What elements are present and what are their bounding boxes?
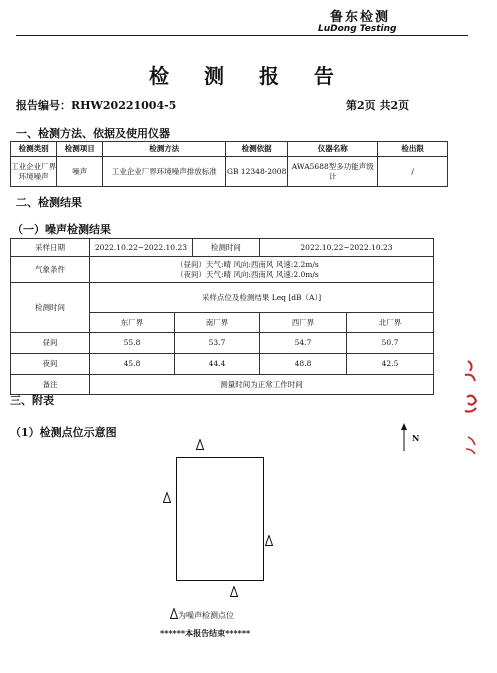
- remark-value: 测量时间为正常工作时间: [90, 375, 434, 395]
- method-table: [10, 141, 448, 187]
- point-header: 西厂界: [260, 313, 347, 333]
- test-time-value: 2022.10.22~2022.10.23: [260, 239, 434, 257]
- report-number: 报告编号：RHW20221004-5: [16, 99, 177, 112]
- monitoring-point-icon: [230, 586, 238, 597]
- table-cell: GB 12348-2008: [226, 157, 288, 187]
- monitoring-point-icon: [196, 439, 204, 450]
- factory-boundary: [176, 457, 264, 581]
- north-arrow: [400, 423, 422, 457]
- point-header: 东厂界: [90, 313, 175, 333]
- row-label: 夜间: [11, 354, 90, 375]
- report-end: ******本报告结束******: [160, 628, 251, 638]
- table-row: [11, 354, 434, 375]
- sample-date-value: 2022.10.22~2022.10.23: [90, 239, 193, 257]
- table-header: 仪器名称: [288, 142, 378, 157]
- table-header: 检测方法: [103, 142, 226, 157]
- table-row: [11, 333, 434, 354]
- table-cell: 50.7: [347, 333, 434, 354]
- site-map-heading: （1）检测点位示意图: [10, 426, 117, 439]
- table-header: 检测项目: [57, 142, 103, 157]
- north-label: N: [412, 433, 420, 443]
- monitoring-point-legend-icon: [170, 608, 178, 619]
- table-cell: 54.7: [260, 333, 347, 354]
- table-header: 检测依据: [226, 142, 288, 157]
- remark-label: 备注: [11, 375, 90, 395]
- red-seal-stamp: [462, 355, 480, 465]
- section-3-heading: 三、附表: [10, 394, 54, 407]
- table-header: 检出限: [378, 142, 448, 157]
- table-cell: 55.8: [90, 333, 175, 354]
- table-cell: /: [378, 157, 448, 187]
- brand-name-cn: 鲁东检测: [330, 10, 391, 25]
- table-cell: AWA5688型多功能声级计: [288, 157, 378, 187]
- weather-label: 气象条件: [11, 257, 90, 283]
- table-cell: 44.4: [175, 354, 260, 375]
- section-2-heading: 二、检测结果: [16, 196, 82, 209]
- monitoring-point-icon: [265, 535, 273, 546]
- table-cell: 45.8: [90, 354, 175, 375]
- period-label: 检测时间: [11, 283, 90, 333]
- sample-date-label: 采样日期: [11, 239, 90, 257]
- header-divider: [16, 35, 468, 36]
- table-cell: 噪声: [57, 157, 103, 187]
- result-header: 采样点位及检测结果 Leq [dB（A）]: [90, 283, 434, 313]
- table-cell: 工业企业厂界环境噪声: [11, 157, 57, 187]
- table-cell: 42.5: [347, 354, 434, 375]
- section-1-heading: 一、检测方法、依据及使用仪器: [16, 127, 170, 140]
- table-header: 检测类别: [11, 142, 57, 157]
- noise-results-heading: （一）噪声检测结果: [12, 223, 111, 236]
- weather-conditions: [90, 257, 434, 283]
- weather-night: （夜间）天气:晴 风向:西南风 风速:2.0m/s: [176, 269, 319, 279]
- legend-label: 为噪声检测点位: [178, 611, 234, 620]
- weather-day: （昼间）天气:晴 风向:西南风 风速:2.2m/s: [176, 260, 319, 270]
- brand-name-en: LuDong Testing: [318, 24, 397, 34]
- noise-results-table: [10, 238, 434, 395]
- map-legend: [170, 608, 234, 621]
- monitoring-point-icon: [163, 492, 171, 503]
- row-label: 昼间: [11, 333, 90, 354]
- point-header: 南厂界: [175, 313, 260, 333]
- point-header: 北厂界: [347, 313, 434, 333]
- page-count: 第2页 共2页: [346, 99, 410, 112]
- table-cell: 工业企业厂界环境噪声排放标准: [103, 157, 226, 187]
- table-cell: 53.7: [175, 333, 260, 354]
- test-time-label: 检测时间: [192, 239, 259, 257]
- table-cell: 48.8: [260, 354, 347, 375]
- page-title: 检 测 报 告: [149, 64, 348, 88]
